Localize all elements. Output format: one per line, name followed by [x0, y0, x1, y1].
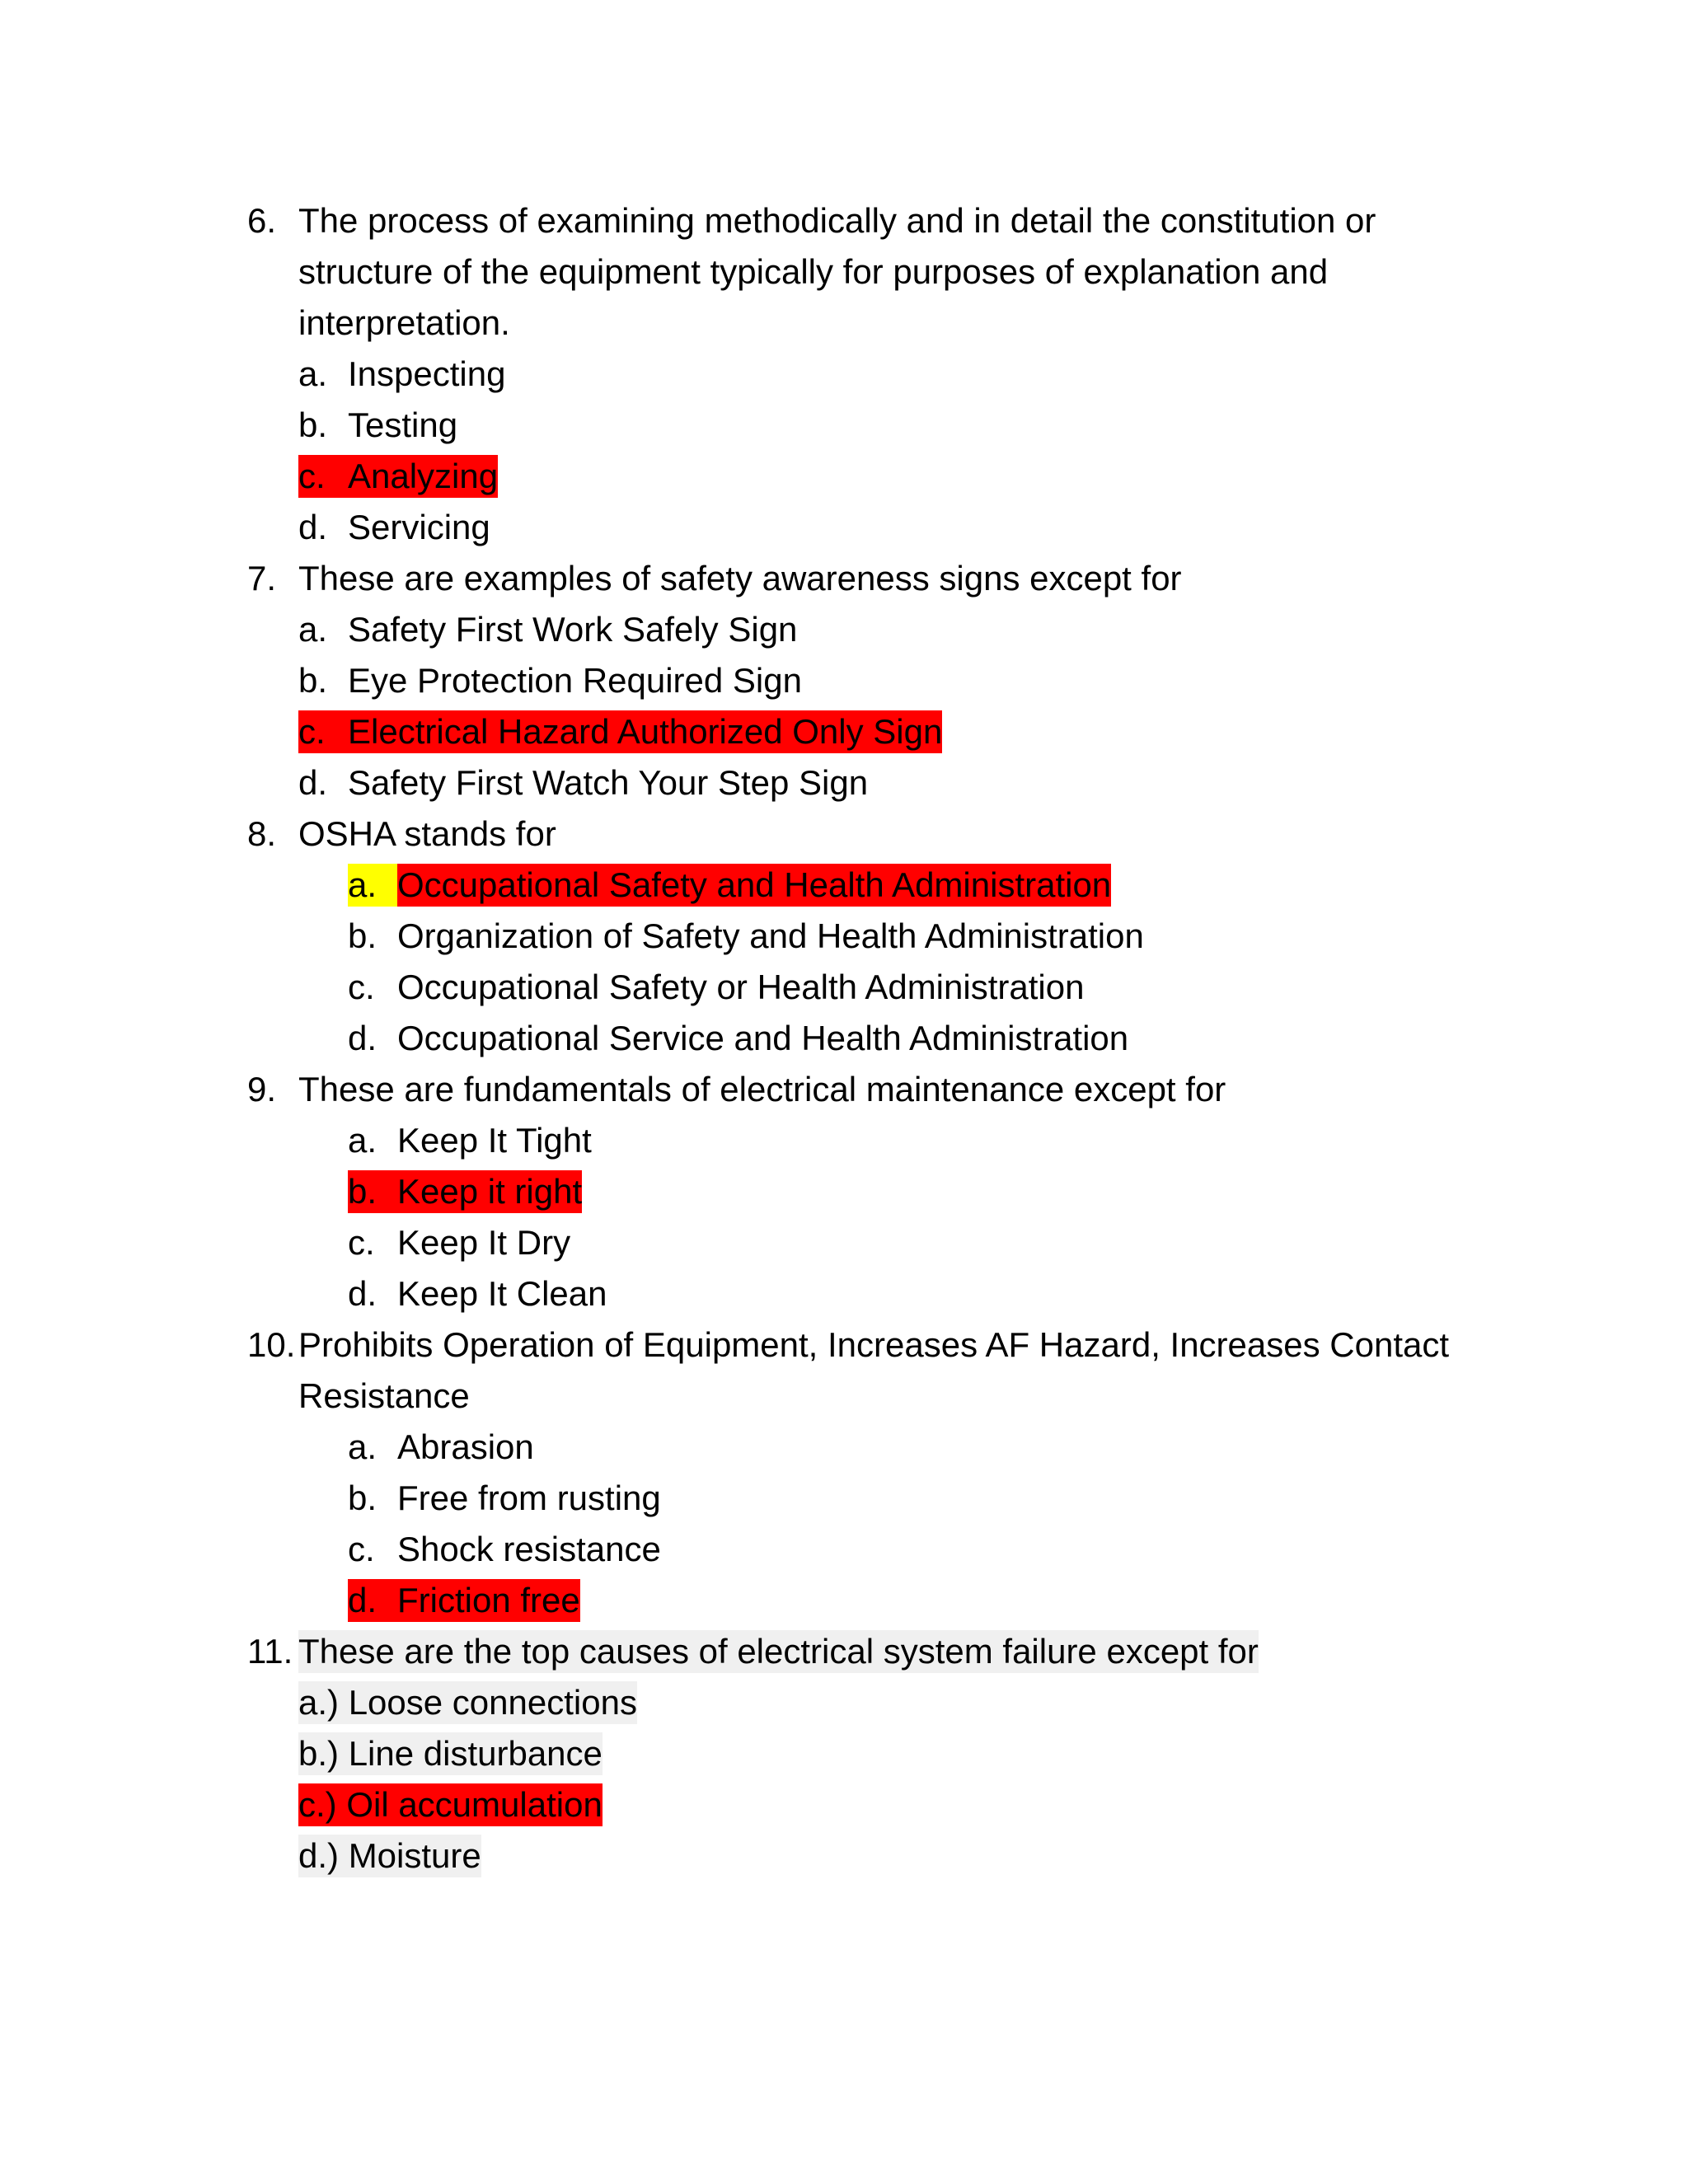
- question-text: OSHA stands for: [298, 814, 556, 853]
- option-d: d. Servicing: [298, 508, 490, 546]
- question-number: 10.: [247, 1325, 296, 1364]
- option-d: d.) Moisture: [298, 1830, 481, 1882]
- option-c: c. Occupational Safety or Health Administration: [348, 968, 1085, 1006]
- option-d-answer: [348, 1575, 580, 1626]
- answer-highlight: c. Analyzing: [298, 455, 498, 498]
- option-c-answer: [298, 706, 942, 757]
- question-number: 9.: [247, 1070, 277, 1108]
- question-text: These are fundamentals of electrical maintenance except for: [298, 1070, 1226, 1108]
- option-c: c. Shock resistance: [348, 1530, 661, 1568]
- label-highlight: a.: [348, 864, 397, 907]
- option-d: d. Occupational Service and Health Administration: [348, 1019, 1129, 1057]
- option-c-answer: [298, 451, 498, 502]
- question-text: interpretation.: [298, 303, 510, 342]
- option-b: b. Eye Protection Required Sign: [298, 661, 802, 700]
- option-a: a.) Loose connections: [298, 1677, 637, 1728]
- option-b: b. Testing: [298, 405, 458, 444]
- question-text: These are the top causes of electrical system failure except for: [298, 1630, 1259, 1673]
- option-a: a. Abrasion: [348, 1427, 534, 1466]
- question-text: The process of examining methodically and in detail the constitution or: [298, 201, 1376, 240]
- answer-highlight: b. Keep it right: [348, 1170, 582, 1213]
- option-c: c. Keep It Dry: [348, 1223, 571, 1262]
- option-a: a. Inspecting: [298, 354, 506, 393]
- question-number: 7.: [247, 559, 277, 598]
- answer-highlight: c.) Oil accumulation: [298, 1783, 603, 1826]
- question-text: structure of the equipment typically for purposes of explanation and: [298, 252, 1329, 291]
- option-c-answer: [298, 1779, 603, 1830]
- option-b-answer: [348, 1166, 582, 1217]
- question-number: 8.: [247, 814, 277, 853]
- option-b: b.) Line disturbance: [298, 1728, 603, 1779]
- answer-highlight: Occupational Safety and Health Administration: [397, 864, 1111, 907]
- answer-highlight: c. Electrical Hazard Authorized Only Sign: [298, 710, 942, 753]
- option-b: b. Organization of Safety and Health Administration: [348, 916, 1144, 955]
- option-a: a. Keep It Tight: [348, 1121, 592, 1160]
- answer-highlight: d. Friction free: [348, 1579, 580, 1622]
- question-number: 6.: [247, 201, 277, 240]
- question-number: 11.: [247, 1632, 293, 1671]
- question-text: Resistance: [298, 1376, 470, 1415]
- option-d: d. Safety First Watch Your Step Sign: [298, 763, 869, 802]
- option-d: d. Keep It Clean: [348, 1274, 607, 1313]
- question-text: Prohibits Operation of Equipment, Increases AF Hazard, Increases Contact: [298, 1325, 1450, 1364]
- option-a-answer: [348, 860, 1111, 911]
- option-b: b. Free from rusting: [348, 1479, 661, 1517]
- question-text: These are examples of safety awareness signs except for: [298, 559, 1182, 598]
- option-a: a. Safety First Work Safely Sign: [298, 610, 798, 649]
